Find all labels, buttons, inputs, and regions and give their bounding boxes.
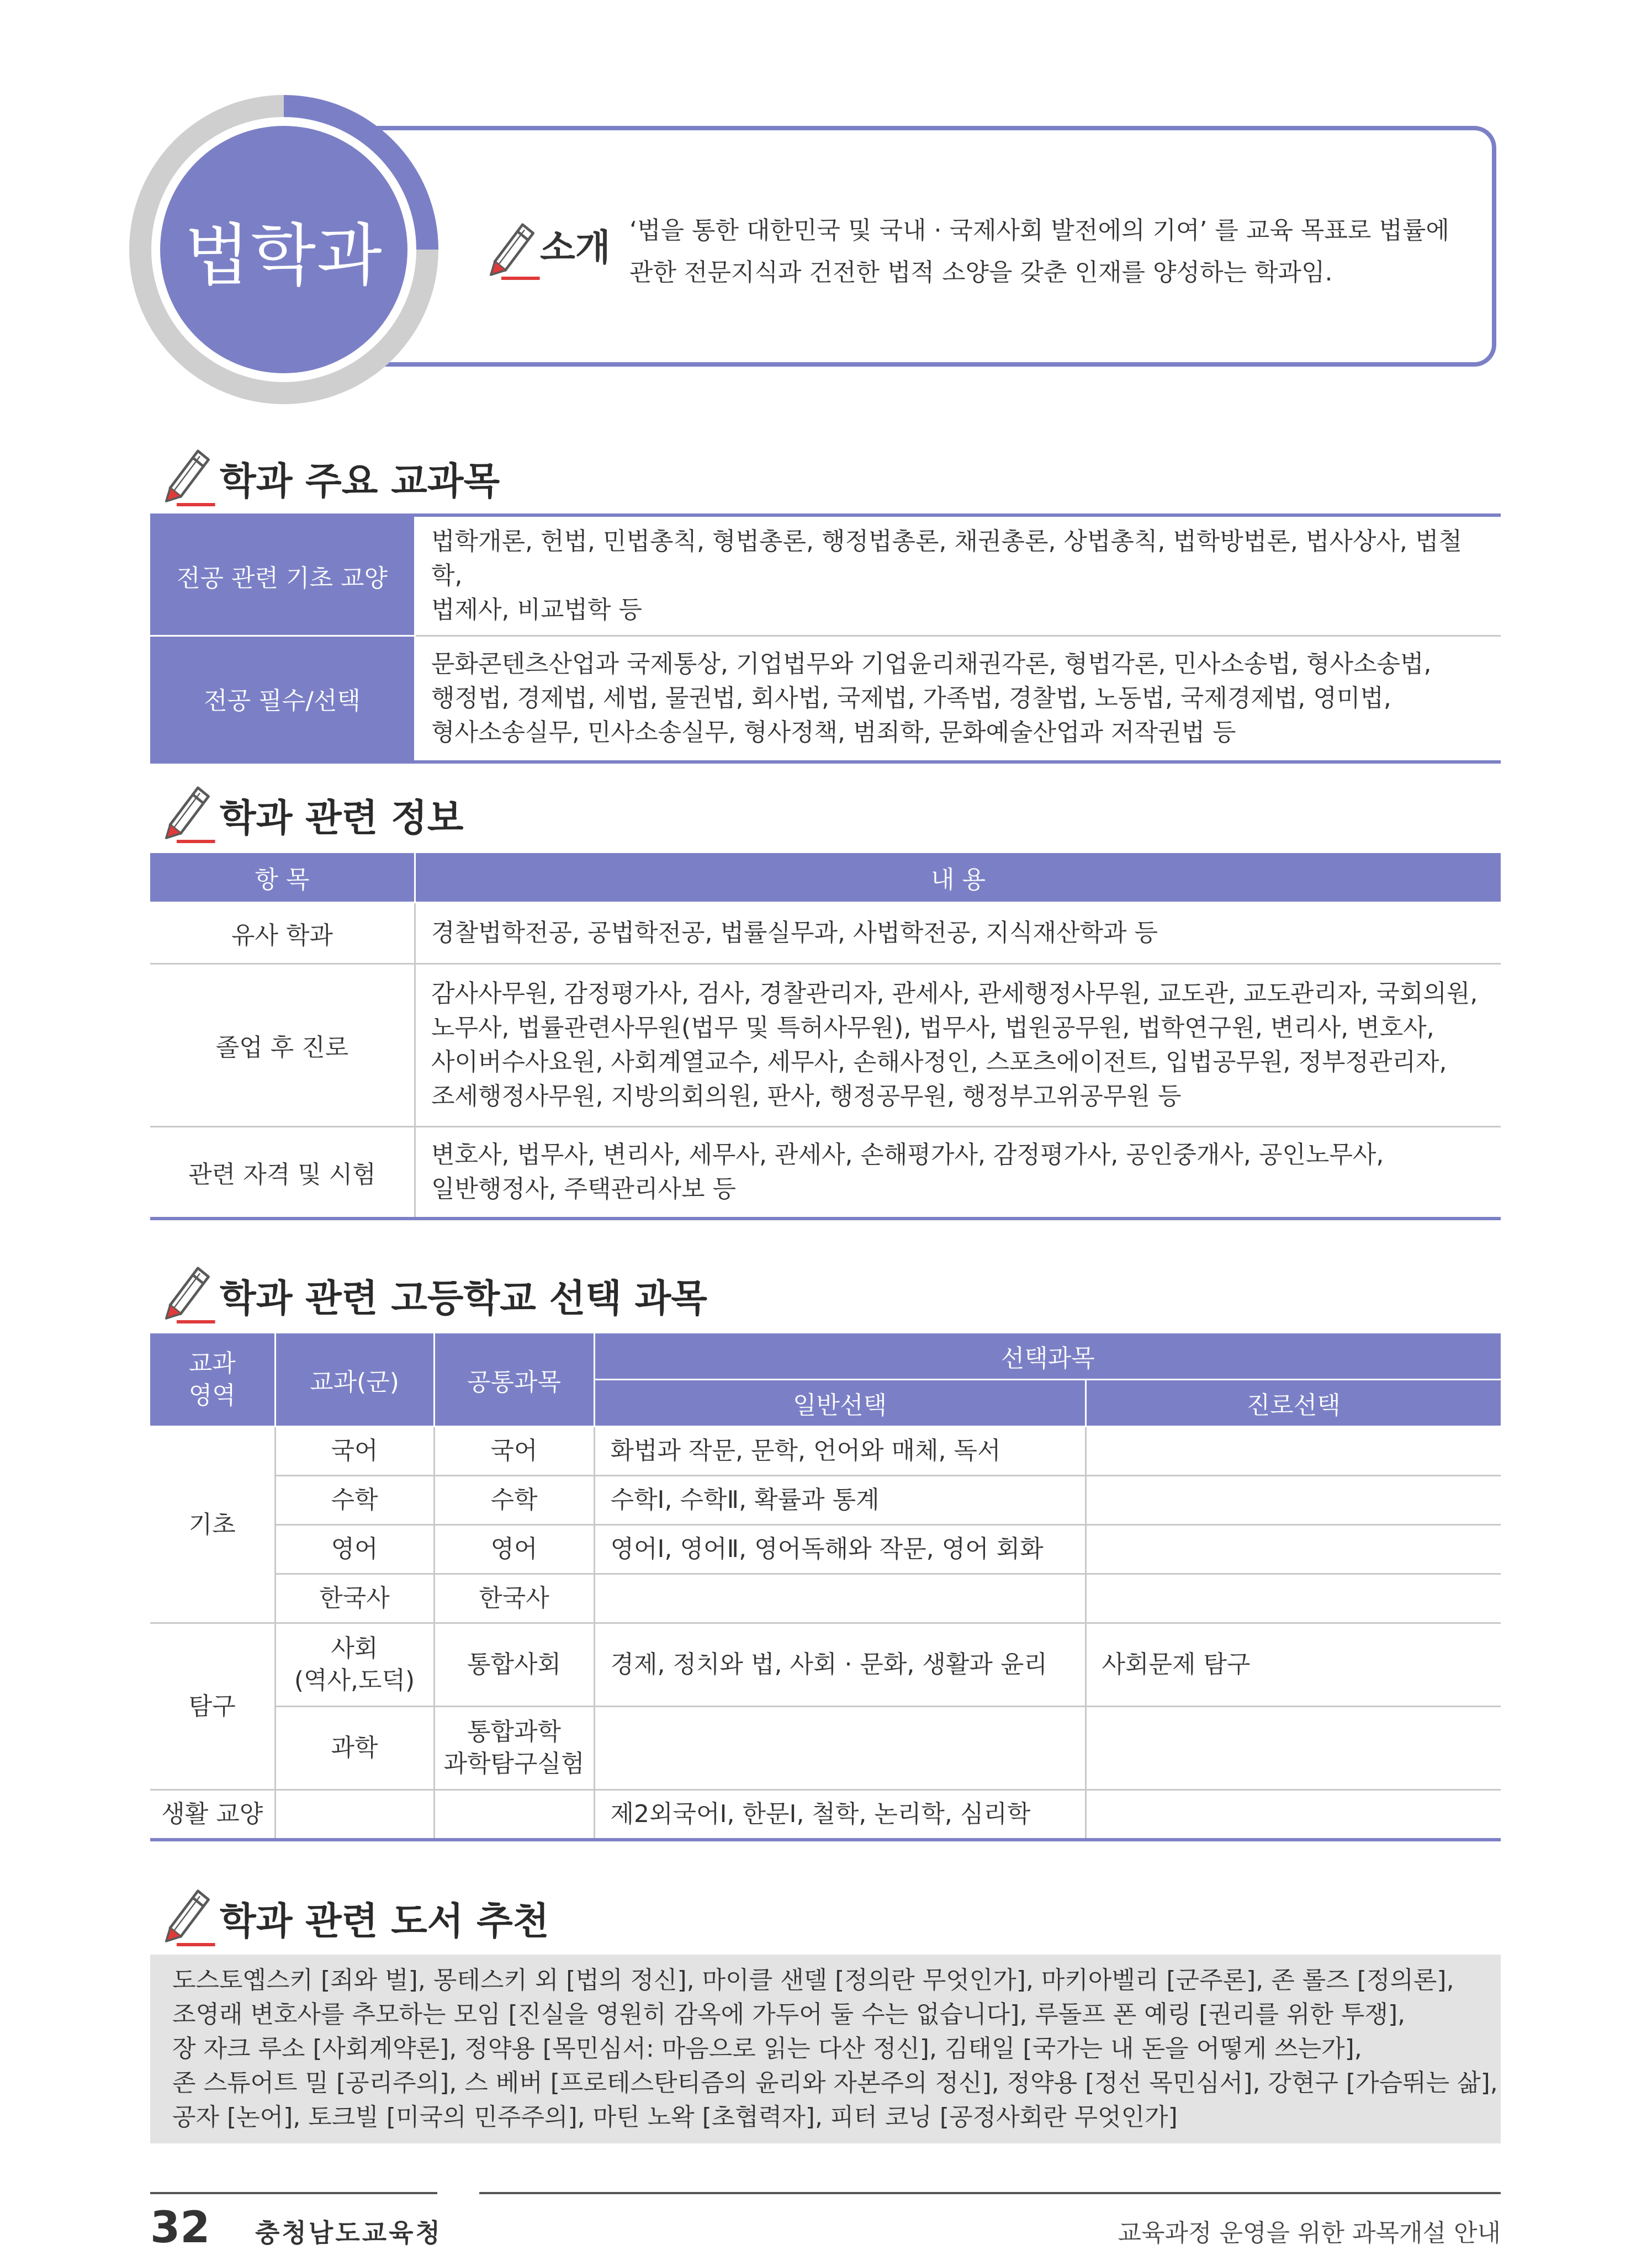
table-row	[150, 515, 1501, 636]
table-row: 한국사 한국사	[150, 1574, 1501, 1623]
header-general: 일반선택	[594, 1380, 1086, 1427]
header-group: 교과(군)	[275, 1333, 434, 1427]
section-title-books: 학과 관련 도서 추천	[220, 1900, 549, 1944]
info-table	[150, 851, 1501, 1220]
header-area: 교과 영역	[150, 1333, 275, 1427]
footer-divider	[150, 2192, 437, 2194]
table-row: 수학 수학 수학Ⅰ, 수학Ⅱ, 확률과 통계	[150, 1476, 1501, 1525]
table-row: 영어 영어 영어Ⅰ, 영어Ⅱ, 영어독해와 작문, 영어 회화	[150, 1525, 1501, 1574]
section-title-info: 학과 관련 정보	[220, 797, 464, 840]
area-inquiry: 탐구	[150, 1623, 275, 1790]
pencil-icon	[475, 215, 541, 282]
table-row: 졸업 후 진로 감사사무원, 감정평가사, 검사, 경찰관리자, 관세사, 관세행정사무원, 교도관, 교도관리자, 국회의원, 노무사, 법률관련사무원(법무 및 특허사무원), 법무사, 법원공무원, 법학연구원, 변리사, 변호사, 사이버수사요원, 사회계열교수, 세무사, 손해사정인, 스포츠에이전트, 입법공무원, 정부정관리자, 조세행정사무원, 지방의회의원, 판사, 행정공무원, 행정부고위공무원 등	[150, 964, 1501, 1127]
row-label: 전공 관련 기초 교양	[150, 515, 415, 636]
page-number: 32	[150, 2203, 210, 2253]
table-row: 관련 자격 및 시험 변호사, 법무사, 변리사, 세무사, 관세사, 손해평가사, 감정평가사, 공인중개사, 공인노무사, 일반행정사, 주택관리사보 등	[150, 1127, 1501, 1219]
header-content: 내 용	[415, 852, 1501, 903]
footer-divider	[479, 2192, 1501, 2194]
row-value: 문화콘텐츠산업과 국제통상, 기업법무와 기업윤리채권각론, 형법각론, 민사소송법, 형사소송법, 행정법, 경제법, 세법, 물권법, 회사법, 국제법, 가족법, 경찰법, 노동법, 국제경제법, 영미법, 형사소송실무, 민사소송실무, 형사정책, 범죄학, 문화예술산업과 저작권법 등	[415, 636, 1501, 763]
table-row	[150, 636, 1501, 763]
intro-text: ‘법을 통한 대한민국 및 국내 · 국제사회 발전에의 기여’ 를 교육 목표로 법률에 관한 전문지식과 건전한 법적 소양을 갖춘 인재를 양성하는 학과임.	[629, 216, 1449, 287]
row-value: 법학개론, 헌법, 민법총칙, 형법총론, 행정법총론, 채권총론, 상법총칙, 법학방법론, 법사상사, 법철학, 법제사, 비교법학 등	[415, 515, 1501, 636]
header-career: 진로선택	[1086, 1380, 1501, 1427]
table-row: 생활 교양 제2외국어Ⅰ, 한문Ⅰ, 철학, 논리학, 심리학	[150, 1790, 1501, 1840]
table-header	[150, 1333, 1501, 1380]
header-common: 공통과목	[434, 1333, 594, 1427]
table-row: 유사 학과 경찰법학전공, 공법학전공, 법률실무과, 사법학전공, 지식재산학과 등	[150, 903, 1501, 964]
footer-org: 충청남도교육청	[255, 2218, 443, 2248]
table-row: 탐구 사회 (역사,도덕) 통합사회 경제, 정치와 법, 사회 · 문화, 생활과 윤리 사회문제 탐구	[150, 1623, 1501, 1707]
highschool-subjects-table	[150, 1332, 1501, 1841]
pencil-icon	[150, 1882, 216, 1948]
row-label: 전공 필수/선택	[150, 636, 415, 763]
books-list: 도스토옙스키 [죄와 벌], 몽테스키 외 [법의 정신], 마이클 샌델 [정의란 무엇인가], 마키아벨리 [군주론], 존 롤즈 [정의론], 조영래 변호사를 추모하는 모임 [진실을 영원히 감옥에 가두어 둘 수는 없습니다], 루돌프 폰 예링 [권리를 위한 투쟁], 장 자크 루소 [사회계약론], 정약용 [목민심서: 마음으로 읽는 다산 정신], 김태일 [국가는 내 돈을 어떻게 쓰는가], 존 스튜어트 밀 [공리주의], 스 베버 [프로테스탄티즘의 윤리와 자본주의 정신], 정약용 [정선 목민심서], 강현구 [가슴뛰는 삶], 공자 [논어], 토크빌 [미국의 민주주의], 마틴 노왁 [초협력자], 피터 코닝 [공정사회란 무엇인가]	[150, 1955, 1501, 2143]
table-row: 과학 통합과학 과학탐구실험	[150, 1707, 1501, 1790]
header-item: 항 목	[150, 852, 415, 903]
table-header	[150, 852, 1501, 903]
department-badge	[129, 95, 438, 404]
pencil-icon	[150, 779, 216, 845]
subjects-table	[150, 513, 1501, 764]
intro-label: 소개	[540, 226, 611, 269]
footer-title: 교육과정 운영을 위한 과목개설 안내	[1118, 2219, 1501, 2247]
section-title-subjects: 학과 주요 교과목	[220, 460, 500, 504]
pencil-icon	[150, 442, 216, 508]
area-basic: 기초	[150, 1427, 275, 1623]
table-row: 기초 국어 국어 화법과 작문, 문학, 언어와 매체, 독서	[150, 1427, 1501, 1476]
header-elective: 선택과목	[594, 1333, 1501, 1380]
section-title-highschool: 학과 관련 고등학교 선택 과목	[220, 1277, 707, 1321]
department-title: 법학과	[160, 126, 407, 373]
pencil-icon	[150, 1259, 216, 1325]
